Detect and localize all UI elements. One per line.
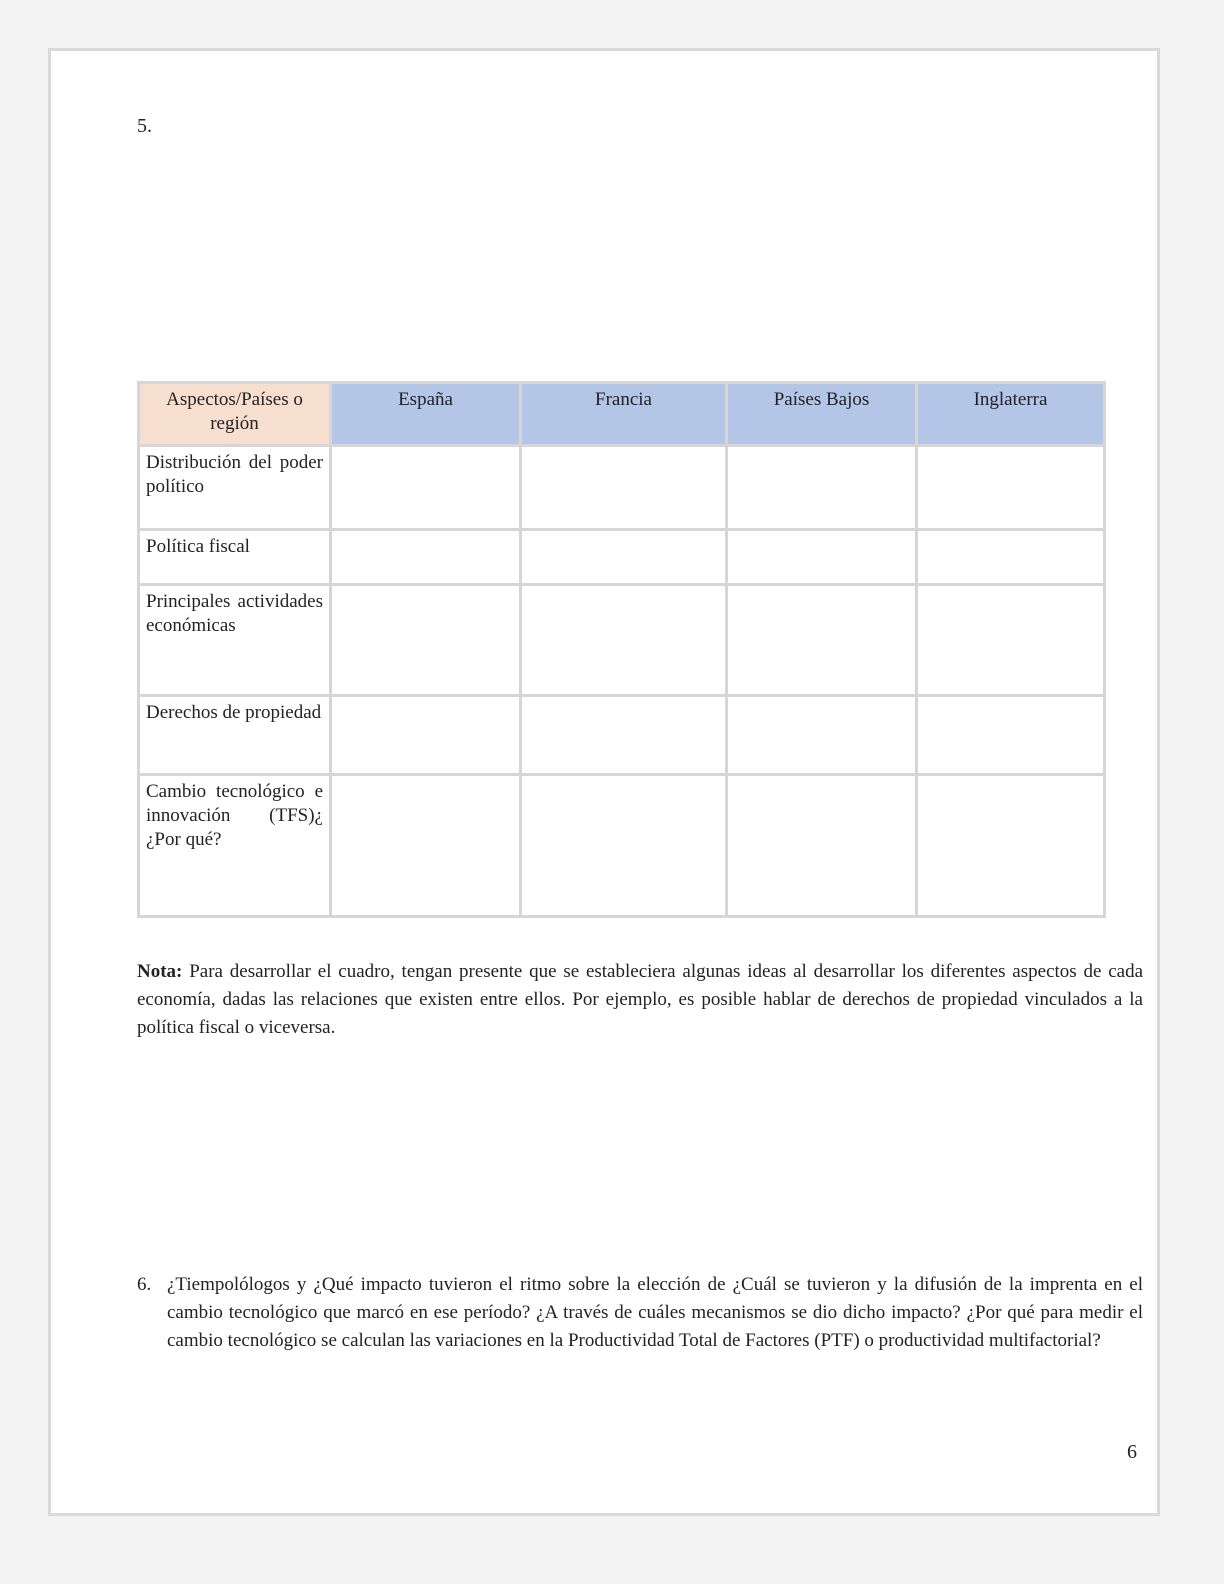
table-header-row	[139, 383, 1105, 446]
cell-england[interactable]	[917, 775, 1105, 917]
header-england: Inglaterra	[917, 383, 1105, 446]
cell-england[interactable]	[917, 530, 1105, 585]
table-row	[139, 775, 1105, 917]
row-label-fiscal-policy: Política fiscal	[139, 530, 331, 585]
cell-spain[interactable]	[331, 446, 521, 530]
cell-netherlands[interactable]	[727, 446, 917, 530]
row-label-property-rights: Derechos de propiedad	[139, 696, 331, 775]
cell-spain[interactable]	[331, 775, 521, 917]
cell-france[interactable]	[521, 775, 727, 917]
question-text: ¿Tiempolólogos y ¿Qué impacto tuvieron el ritmo sobre la elección de ¿Cuál se tuvieron y la difusión de la imprenta en el cambio tecnológico que marcó en ese período? ¿A través de cuáles mecanismos se dio dicho impacto? ¿Por qué para medir el cambio tecnológico se calculan las variaciones en la Productividad Total de Factores (PTF) o productividad multifactorial?	[167, 1274, 1143, 1351]
page-number: 6	[1127, 1441, 1137, 1463]
row-label-economic-activities: Principales actividades económicas	[139, 585, 331, 696]
header-france: Francia	[521, 383, 727, 446]
comparison-table	[137, 381, 1106, 918]
header-aspects: Aspectos/Países o región	[139, 383, 331, 446]
table-row	[139, 530, 1105, 585]
cell-spain[interactable]	[331, 696, 521, 775]
row-label-technological-change: Cambio tecnológico e innovación (TFS)¿ ¿Por qué?	[139, 775, 331, 917]
cell-france[interactable]	[521, 585, 727, 696]
cell-spain[interactable]	[331, 585, 521, 696]
cell-england[interactable]	[917, 446, 1105, 530]
cell-france[interactable]	[521, 530, 727, 585]
cell-spain[interactable]	[331, 530, 521, 585]
header-spain: España	[331, 383, 521, 446]
cell-france[interactable]	[521, 696, 727, 775]
document-page	[48, 48, 1160, 1516]
table-note	[137, 958, 1143, 1042]
cell-england[interactable]	[917, 585, 1105, 696]
note-text: Para desarrollar el cuadro, tengan presente que se estableciera algunas ideas al desarrollar los diferentes aspectos de cada economía, dadas las relaciones que existen entre ellos. Por ejemplo, es posible hablar de derechos de propiedad vinculados a la política fiscal o viceversa.	[137, 961, 1144, 1038]
list-marker: 5.	[137, 115, 152, 137]
note-lead: Nota:	[137, 961, 183, 982]
cell-france[interactable]	[521, 446, 727, 530]
table-row	[139, 585, 1105, 696]
row-label-political-power: Distribución del poder político	[139, 446, 331, 530]
cell-netherlands[interactable]	[727, 585, 917, 696]
header-netherlands: Países Bajos	[727, 383, 917, 446]
cell-england[interactable]	[917, 696, 1105, 775]
table-row	[139, 446, 1105, 530]
cell-netherlands[interactable]	[727, 775, 917, 917]
question-number: 6.	[137, 1274, 152, 1295]
table-row	[139, 696, 1105, 775]
cell-netherlands[interactable]	[727, 530, 917, 585]
cell-netherlands[interactable]	[727, 696, 917, 775]
question-item	[137, 1271, 1143, 1355]
